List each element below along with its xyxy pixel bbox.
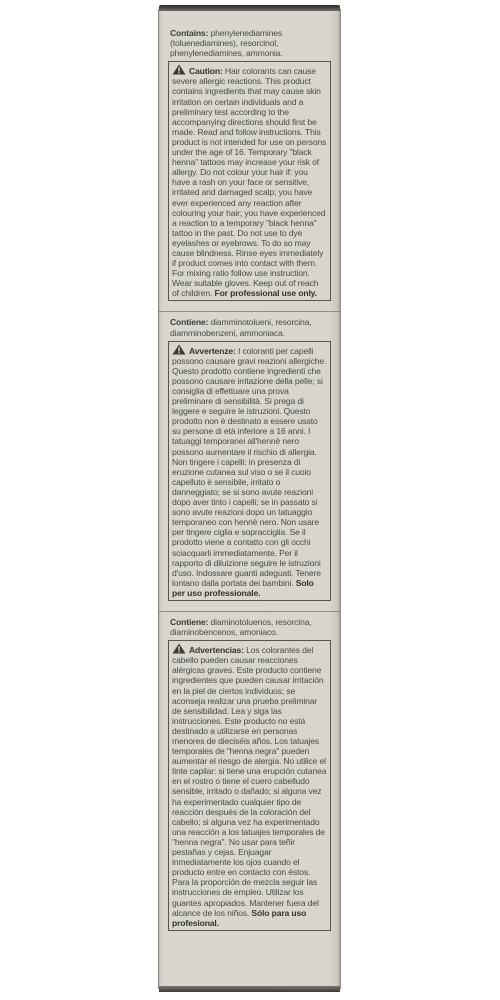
section-divider (159, 311, 340, 312)
product-box-panel (159, 10, 340, 988)
caution-heading-es: Advertencias: (189, 645, 244, 656)
caution-box-it (168, 341, 331, 601)
label-content (168, 28, 331, 941)
warning-triangle-icon (172, 344, 186, 355)
caution-text-it: I coloranti per capelli possono causare gravi reazioni allergiche. Questo prodotto contiene ingredienti che possono causare irritazione della pelle; si consiglia di effettuare una prova preliminare di sensibilità. Si prega di leggere e seguire le istruzioni. Questo prodotto non è destinato a essere usato su persone di età inferiore a 16 anni. I tatuaggi temporanei all'hennè nero possono aumentare il rischio di allergia. Non tingere i capelli: in presenza di eruzione cutanea sul viso o se il cuoio capelluto è sensibile, irritato o danneggiato; se si sono avute reazioni dopo aver tinto i capelli; se in passato si sono avute reazioni dopo un tatuaggio temporaneo con hennè nero. Non usare per tingere ciglia e sopracciglia. Se il prodotto viene a contatto con gli occhi sciacquarli immediatamente. Per il rapporto di diluizione seguire le istruzioni d'uso. Indossare guanti adeguati. Tenere lontano dalla portata dei bambini. (172, 345, 327, 588)
contains-it: Contiene: diamminotolueni, resorcina, diamminobenzeni, ammoniaca. (170, 317, 312, 338)
caution-heading-it: Avvertenze: (189, 345, 236, 356)
professional-use-it: Solo per uso professionale. (172, 577, 314, 598)
warning-triangle-icon (172, 64, 186, 75)
box-top-edge (159, 5, 340, 11)
caution-box-es (168, 640, 331, 931)
caution-text-en: Hair colorants can cause severe allergic reactions. This product contains ingredients that may cause skin irritation on certain individuals and a preliminary test according to the accompanying directions should first be made. Read and follow instructions. This product is not intended for use on persons under the age of 16. Temporary "black henna" tattoos may increase your risk of allergy. Do not colour your hair if: you have a rash on your face or sensitive, irritated and damaged scalp; you have ever experienced any reaction after colouring your hair; you have experienced a reaction to a temporary "black henna" tattoo in the past. Do not use to dye eyelashes or eyebrows. To do so may cause blindness. Rinse eyes immediately if product comes into contact with them. For mixing ratio follow use instruction. Wear suitable gloves. Keep out of reach of children. (172, 66, 327, 299)
warning-triangle-icon (172, 643, 186, 654)
contains-es: Contiene: diaminotoluenos, resorcina, diaminobencenos, amoniaco. (170, 616, 312, 638)
caution-heading-en: Caution: (189, 66, 223, 77)
box-bottom-edge (159, 986, 340, 992)
contains-en: Contains: phenylenediamines (toluenediamines), resorcinol, phenylenediamines, ammonia. (170, 28, 283, 59)
section-divider (159, 611, 340, 612)
caution-text-es: Los colorantes del cabello pueden causar reacciones alérgicas graves. Este producto contiene ingredientes que pueden causar irritación en la piel de ciertos individuos; se aconseja realizar una prueba preliminar de sensibilidad. Lea y siga las instrucciones. Este producto no está destinado a utilizarse en personas menores de dieciséis años. Los tatuajes temporales de "henna negra" pueden aumentar el riesgo de alergia. No utilice el tinte capilar: si tiene una erupción cutanea en el rostro o tiene el cuero cabelludo sensible, irritado o dañado; si alguna vez ha experimentado cualquier tipo de reacción después de la coloración del cabello; si alguna vez ha experimentado una reacción a los tatuajes temporales de "henna negra". No usar para teñir pestañas y cejas. Enjuagar inmediatamente los ojos cuando el producto entre en contacto con éstos. Para la proporción de mezcla seguir las instrucciones de empleo. Utilizar los guantes apropiados. Mantener fuera del alcance de los niños. (172, 645, 327, 918)
professional-use-es: Sólo para uso profesional. (172, 907, 307, 928)
caution-box-en (168, 61, 331, 301)
professional-use-en: For professional use only. (214, 288, 317, 299)
